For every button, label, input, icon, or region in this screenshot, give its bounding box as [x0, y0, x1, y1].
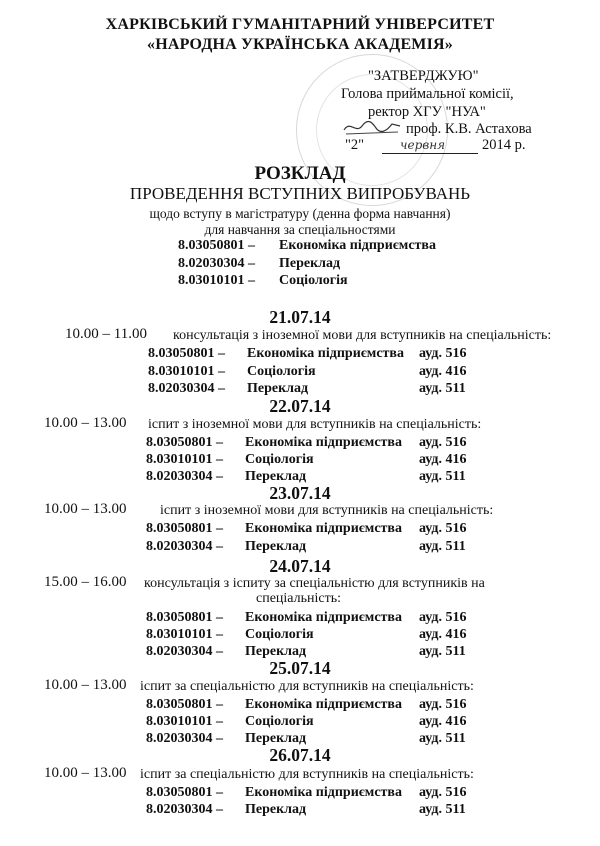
specialty-name: Економіка підприємства	[279, 238, 436, 253]
row-code: 8.03050801 –	[146, 785, 223, 800]
row-name: Соціологія	[245, 627, 314, 642]
time-range: 10.00 – 13.00	[44, 501, 127, 517]
row-code: 8.03050801 –	[146, 610, 223, 625]
event-description-continued: спеціальність:	[256, 591, 341, 606]
row-room: ауд. 511	[419, 469, 466, 484]
schedule-title: РОЗКЛАД	[254, 163, 346, 184]
schedule-date: 25.07.14	[269, 658, 331, 678]
admission-description: щодо вступу в магістратуру (денна форма навчання)	[149, 206, 451, 221]
approver-name: проф. К.В. Астахова	[406, 121, 532, 137]
university-name-line2: «НАРОДНА УКРАЇНСЬКА АКАДЕМІЯ»	[147, 36, 453, 53]
approve-label: "ЗАТВЕРДЖУЮ"	[368, 68, 479, 84]
approval-day: "2"	[345, 137, 365, 153]
time-range: 10.00 – 13.00	[44, 677, 127, 693]
row-code: 8.02030304 –	[146, 644, 223, 659]
time-range: 10.00 – 13.00	[44, 415, 127, 431]
row-code: 8.02030304 –	[148, 381, 225, 396]
row-room: ауд. 416	[419, 452, 467, 467]
row-room: ауд. 511	[419, 381, 466, 396]
approval-month: червня	[400, 138, 446, 152]
row-code: 8.02030304 –	[146, 802, 223, 817]
row-name: Соціологія	[247, 364, 316, 379]
schedule-date: 23.07.14	[269, 483, 331, 503]
row-room: ауд. 416	[419, 714, 467, 729]
row-name: Соціологія	[245, 714, 314, 729]
schedule-date: 21.07.14	[269, 307, 331, 327]
event-description: іспит з іноземної мови для вступників на спеціальність:	[160, 503, 494, 518]
row-code: 8.03010101 –	[146, 627, 223, 642]
row-name: Соціологія	[245, 452, 314, 467]
schedule-date: 24.07.14	[269, 556, 331, 576]
schedule-date: 22.07.14	[269, 396, 331, 416]
row-name: Економіка підприємства	[247, 346, 404, 361]
specialty-name: Переклад	[279, 256, 341, 271]
event-description: консультація з іноземної мови для вступників на спеціальність:	[173, 328, 552, 343]
row-name: Економіка підприємства	[245, 697, 402, 712]
row-room: ауд. 511	[419, 539, 466, 554]
row-code: 8.03050801 –	[148, 346, 225, 361]
schedule-subtitle: ПРОВЕДЕННЯ ВСТУПНИХ ВИПРОБУВАНЬ	[129, 184, 471, 203]
row-code: 8.03050801 –	[146, 521, 223, 536]
row-code: 8.03010101 –	[146, 714, 223, 729]
specialty-code: 8.02030304 –	[178, 256, 255, 271]
row-code: 8.03050801 –	[146, 697, 223, 712]
row-name: Економіка підприємства	[245, 435, 402, 450]
row-code: 8.02030304 –	[146, 469, 223, 484]
row-name: Економіка підприємства	[245, 610, 402, 625]
schedule-date: 26.07.14	[269, 745, 331, 765]
row-room: ауд. 511	[419, 731, 466, 746]
row-room: ауд. 516	[419, 521, 467, 536]
event-description: іспит за спеціальністю для вступників на спеціальність:	[140, 679, 474, 694]
row-name: Переклад	[247, 381, 309, 396]
approver-rector: ректор ХГУ "НУА"	[368, 104, 486, 120]
specialty-name: Соціологія	[279, 273, 348, 288]
row-name: Переклад	[245, 644, 307, 659]
event-description: консультація з іспиту за спеціальністю для вступників на	[144, 576, 485, 591]
row-code: 8.03050801 –	[146, 435, 223, 450]
row-room: ауд. 511	[419, 802, 466, 817]
event-description: іспит за спеціальністю для вступників на спеціальність:	[140, 767, 474, 782]
row-room: ауд. 516	[419, 697, 467, 712]
row-name: Переклад	[245, 731, 307, 746]
row-room: ауд. 511	[419, 644, 466, 659]
row-room: ауд. 416	[419, 627, 467, 642]
university-name-line1: ХАРКІВСЬКИЙ ГУМАНІТАРНИЙ УНІВЕРСИТЕТ	[105, 16, 495, 33]
row-room: ауд. 516	[419, 346, 467, 361]
row-room: ауд. 516	[419, 610, 467, 625]
row-name: Переклад	[245, 469, 307, 484]
specialty-code: 8.03050801 –	[178, 238, 255, 253]
date-underline	[382, 153, 478, 154]
row-code: 8.02030304 –	[146, 731, 223, 746]
row-room: ауд. 516	[419, 435, 467, 450]
time-range: 15.00 – 16.00	[44, 574, 127, 590]
row-code: 8.02030304 –	[146, 539, 223, 554]
specialty-code: 8.03010101 –	[178, 273, 255, 288]
row-name: Переклад	[245, 802, 307, 817]
row-code: 8.03010101 –	[148, 364, 225, 379]
row-room: ауд. 416	[419, 364, 467, 379]
row-name: Економіка підприємства	[245, 521, 402, 536]
row-code: 8.03010101 –	[146, 452, 223, 467]
event-description: іспит з іноземної мови для вступників на спеціальність:	[148, 417, 482, 432]
row-name: Переклад	[245, 539, 307, 554]
approval-year: 2014 р.	[482, 137, 526, 153]
row-name: Економіка підприємства	[245, 785, 402, 800]
specialties-intro: для навчання за спеціальностями	[204, 222, 396, 237]
signature-scribble	[342, 116, 402, 138]
time-range: 10.00 – 11.00	[65, 326, 147, 342]
time-range: 10.00 – 13.00	[44, 765, 127, 781]
row-room: ауд. 516	[419, 785, 467, 800]
approver-position: Голова приймальної комісії,	[341, 86, 514, 102]
